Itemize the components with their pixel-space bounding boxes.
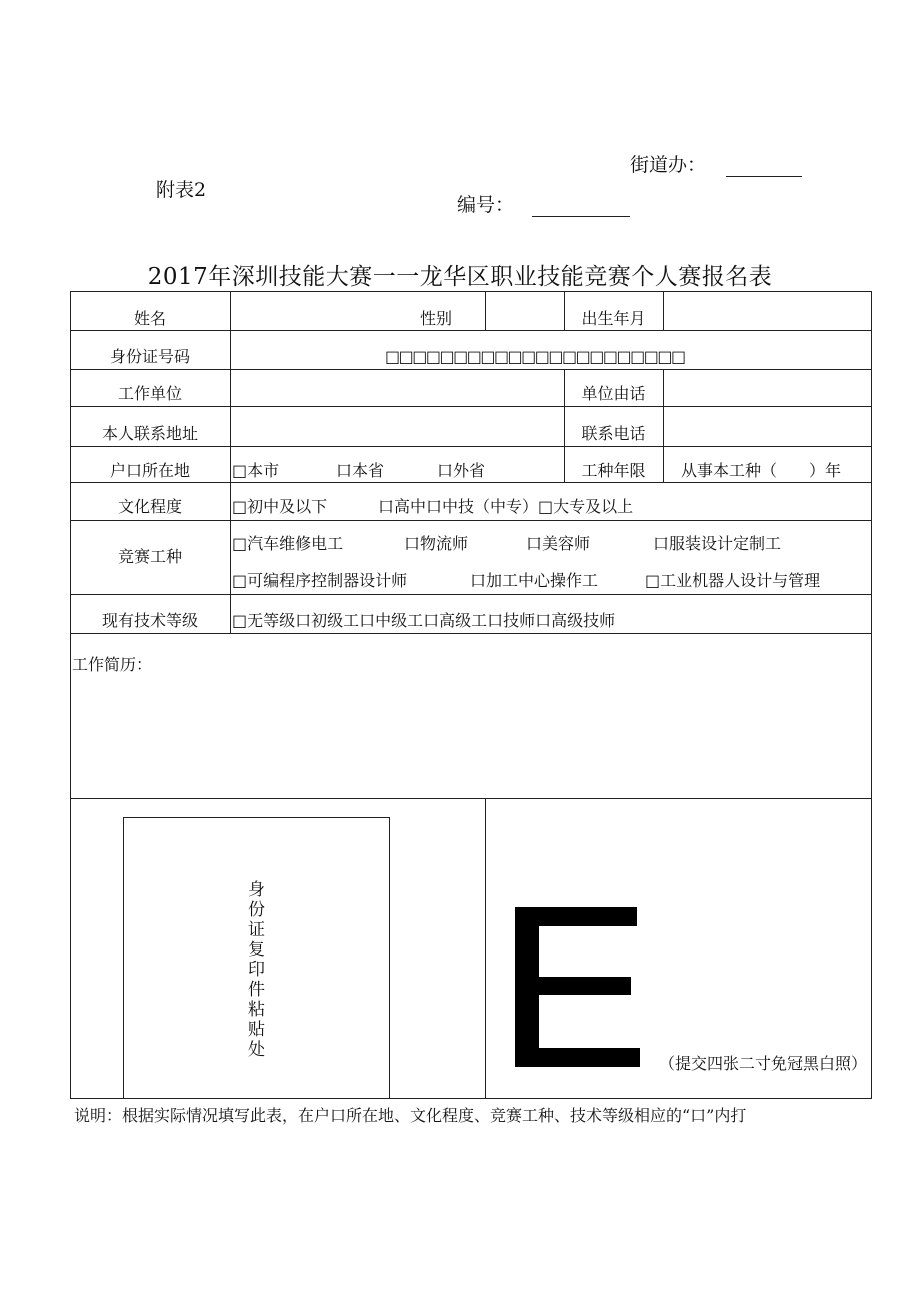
id-copy-char: 粘 xyxy=(248,1000,265,1020)
name-label: 姓名 xyxy=(133,309,166,328)
birth-field[interactable] xyxy=(664,292,871,330)
contact-phone-field[interactable] xyxy=(664,407,871,446)
id-copy-instruction xyxy=(124,880,389,1060)
work-unit-label: 工作单位 xyxy=(117,384,182,403)
residence-option-province[interactable]: 口本省 xyxy=(336,461,385,480)
trade-option-plc-designer[interactable]: □可编程序控制器设计师 xyxy=(232,571,408,590)
photo-mark-bottom-arm xyxy=(515,1048,640,1067)
id-copy-char: 件 xyxy=(248,980,265,1000)
gender-field[interactable] xyxy=(486,292,564,330)
id-copy-char: 印 xyxy=(248,960,265,980)
unit-phone-label: 单位由话 xyxy=(581,384,646,403)
street-office-label xyxy=(630,150,802,177)
education-label: 文化程度 xyxy=(117,497,182,516)
id-copy-char: 复 xyxy=(248,940,265,960)
years-label: 工种年限 xyxy=(581,461,646,480)
appendix-label: 附表2 xyxy=(156,179,207,201)
id-copy-char: 贴 xyxy=(248,1020,265,1040)
id-number-boxes[interactable]: □□□□□□□□□□□□□□□□□□□□□□ xyxy=(385,347,685,366)
number-field[interactable] xyxy=(532,194,630,217)
id-copy-paste-area[interactable] xyxy=(123,817,390,1099)
row-divider xyxy=(70,446,872,447)
trade-option-tailoring[interactable]: 口服装设计定制工 xyxy=(653,534,782,553)
row-divider xyxy=(70,330,872,331)
id-copy-char: 身 xyxy=(248,880,265,900)
row-divider xyxy=(70,798,872,799)
education-option-junior[interactable]: □初中及以下 xyxy=(232,497,328,516)
street-office-field[interactable] xyxy=(726,154,802,177)
work-unit-field[interactable] xyxy=(231,370,564,406)
label-column-divider xyxy=(230,291,231,633)
address-label: 本人联系地址 xyxy=(101,424,198,443)
education-option-higher[interactable]: 口高中口中技（中专）□大专及以上 xyxy=(378,497,634,516)
id-number-label: 身份证号码 xyxy=(109,347,190,366)
trade-option-beautician[interactable]: 口美容师 xyxy=(526,534,591,553)
photo-note: （提交四张二寸免冠黑白照） xyxy=(659,1054,868,1073)
trade-option-auto-electrician[interactable]: □汽车维修电工 xyxy=(232,534,344,553)
number-label xyxy=(457,190,630,217)
address-field[interactable] xyxy=(231,407,564,446)
skill-level-label: 现有技术等级 xyxy=(101,611,198,630)
birth-label: 出生年月 xyxy=(581,309,646,328)
photo-mark-top-arm xyxy=(515,907,637,926)
residence-option-other[interactable]: 口外省 xyxy=(437,461,486,480)
trade-option-logistics[interactable]: 口物流师 xyxy=(404,534,469,553)
row-divider xyxy=(70,594,872,595)
row-divider xyxy=(70,482,872,483)
trade-label: 竞赛工种 xyxy=(117,547,182,566)
footnote: 说明：根据实际情况填写此表，在户口所在地、文化程度、竞赛工种、技术等级相应的“口”内打 xyxy=(74,1106,747,1125)
unit-phone-field[interactable] xyxy=(664,370,871,406)
id-copy-char: 份 xyxy=(248,900,265,920)
attachment-divider xyxy=(485,798,486,1098)
table-border-right xyxy=(871,291,872,1099)
years-field[interactable]: 从事本工种（ ）年 xyxy=(681,461,842,480)
id-copy-char: 证 xyxy=(248,920,265,940)
resume-label: 工作简历： xyxy=(72,655,153,674)
residence-label: 户口所在地 xyxy=(109,461,190,480)
trade-option-robotics[interactable]: □工业机器人设计与管理 xyxy=(645,571,821,590)
street-office-text: 街道办： xyxy=(630,154,707,176)
form-title: 2017年深圳技能大赛一一龙华区职业技能竞赛个人赛报名表 xyxy=(147,264,773,290)
resume-field[interactable] xyxy=(71,680,871,798)
skill-level-options[interactable]: □无等级口初级工口中级工口高级工口技师口高级技师 xyxy=(232,611,616,630)
id-copy-char: 处 xyxy=(248,1040,265,1060)
row-divider xyxy=(70,520,872,521)
residence-option-city[interactable]: □本市 xyxy=(232,461,280,480)
row-divider xyxy=(70,633,872,634)
contact-phone-label: 联系电话 xyxy=(581,424,646,443)
photo-mark-middle-arm xyxy=(515,977,631,995)
trade-option-machining-center[interactable]: 口加工中心操作工 xyxy=(470,571,599,590)
gender-label: 性别 xyxy=(420,309,453,328)
number-text: 编号： xyxy=(457,194,515,216)
